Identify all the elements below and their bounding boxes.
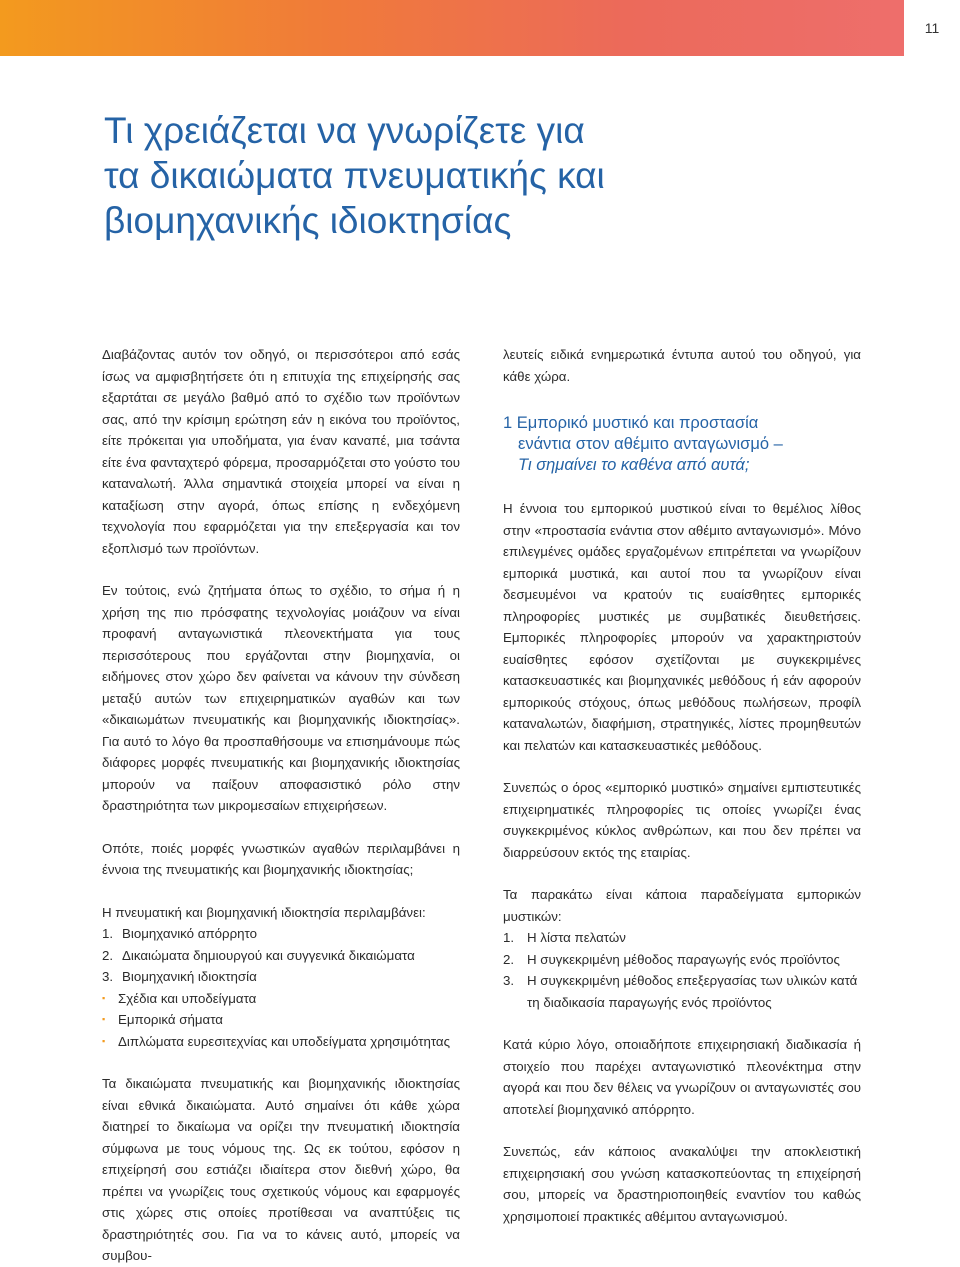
page-number: 11 — [904, 0, 960, 56]
list-text: Η λίστα πελατών — [527, 930, 626, 945]
bullet-square-icon: ▪ — [102, 992, 106, 1003]
list-number: 1. — [503, 930, 515, 945]
paragraph-unfair-competition: Συνεπώς, εάν κάποιος ανακαλύψει την αποκλειστική επιχειρησιακή σου γνώση κατασκοπεύοντας τη επιχείρησή σου, μπορείς να δραστηριοποιηθείς εναντίον του καθώς χρησιμοποιεί πρακτικές αθέμιτου ανταγωνισμού. — [503, 1144, 861, 1224]
list-number: 1. — [102, 926, 114, 941]
title-line-3: βιομηχανικής ιδιοκτησίας — [104, 200, 512, 241]
list-text: Βιομηχανική ιδιοκτησία — [122, 969, 257, 984]
heading-line-2: ενάντια στον αθέμιτο ανταγωνισμό – — [518, 435, 783, 453]
heading-line-1: 1 Εμπορικό μυστικό και προστασία — [503, 414, 759, 432]
list-item — [503, 970, 861, 1013]
list-item — [503, 949, 861, 971]
paragraph-trade-secret-concept: Η έννοια του εμπορικού μυστικού είναι το θεμέλιος λίθος στην «προστασία ενάντια στον αθέμιτο ανταγωνισμό». Μόνο επιλεγμένες ομάδες εργαζομένων επιτρέπεται να γνωρίζουν εμπορικά μυστικά, και αυτοί που τα γνωρίζουν είναι δεσμευμένοι να κρατούν τις ευαίσθητες εμπορικές πληροφορίες μυστικές με συμβατικές διευθετήσεις. Εμπορικές πληροφορίες μπορούν να χαρακτηριστούν ευαίσθητες εφόσον σχετίζονται με συγκεκριμένες κατασκευαστικές και βιομηχανικές μεθόδους ή εάν αφορούν εμπορικούς στόχους, όπως μεθόδους πωλήσεων, προφίλ καταναλωτών, διαφήμιση, στρατηγικές, λίστες προμηθευτών και πελατών και κατασκευαστικές μεθόδους. — [503, 501, 861, 753]
title-line-1: Τι χρειάζεται να γνωρίζετε για — [104, 110, 585, 151]
list-text: Η συγκεκριμένη μέθοδος παραγωγής ενός προϊόντος — [527, 951, 840, 967]
bullet-text: Εμπορικά σήματα — [118, 1012, 223, 1027]
paragraph-intro: Διαβάζοντας αυτόν τον οδηγό, οι περισσότεροι από εσάς ίσως να αμφισβητήσετε ότι η επιτυχία της επιχείρησής σας εξαρτάται σε μεγάλο βαθμό από το σχέδιο των προϊόντων σας, από την κρίσιμη ερώτηση εάν η εικόνα του προϊόντος, είτε πρόκειται για υποδήματα, για έναν καναπέ, μια τσάντα είτε ένα φανταχτερό φόρεμα, προσαρμόζεται στο γούστο του καταναλωτή. Άλλα σημαντικά στοιχεία μπορεί να είναι η καταξίωση στην αγορά, όπως επίσης η ενδεχόμενη τεχνολογία που εφαρμόζεται για την επεξεργασία και τον εξοπλισμό των προϊόντων. — [102, 347, 460, 556]
list-item — [102, 923, 460, 945]
list-text: Δικαιώματα δημιουργού και συγγενικά δικαιώματα — [122, 947, 415, 963]
right-column — [503, 344, 861, 1227]
bullet-item — [102, 988, 460, 1010]
paragraph-industrial-secret: Κατά κύριο λόγο, οποιαδήποτε επιχειρησιακή διαδικασία ή στοιχείο που παρέχει ανταγωνιστικό πλεονέκτημα στην αγορά και που δεν θέλεις να γνωρίζουν οι ανταγωνιστές σου αποτελεί βιομηχανικό απόρρητο. — [503, 1037, 861, 1117]
paragraph-continuation: λευτείς ειδικά ενημερωτικά έντυπα αυτού του οδηγού, για κάθε χώρα. — [503, 347, 861, 384]
list-item — [503, 927, 861, 949]
bullet-item — [102, 1031, 460, 1053]
bullet-item — [102, 1009, 460, 1031]
header-banner — [0, 0, 960, 56]
page-title — [104, 108, 804, 243]
ip-types-list — [102, 923, 460, 988]
list-intro: Η πνευματική και βιομηχανική ιδιοκτησία περιλαμβάνει: — [102, 904, 426, 920]
bullet-text: Σχέδια και υποδείγματα — [118, 990, 257, 1006]
list-text: Βιομηχανικό απόρρητο — [122, 926, 258, 941]
bullet-square-icon: ▪ — [102, 1035, 106, 1046]
list-number: 2. — [503, 951, 515, 967]
trade-secret-examples-list — [503, 927, 861, 1013]
list-item — [102, 945, 460, 967]
list-text: Η συγκεκριμένη μέθοδος επεξεργασίας των υλικών κατά τη διαδικασία παραγωγής ενός προϊόντος — [527, 973, 858, 1010]
paragraph-question: Οπότε, ποιές μορφές γνωστικών αγαθών περιλαμβάνει η έννοια της πνευματικής και βιομηχανικής ιδιοκτησίας; — [102, 840, 460, 877]
left-column — [102, 344, 460, 1267]
list-number: 3. — [503, 973, 515, 988]
bullet-square-icon: ▪ — [102, 1014, 106, 1024]
list-item — [102, 966, 460, 988]
paragraph-national-rights: Τα δικαιώματα πνευματικής και βιομηχανικής ιδιοκτησίας είναι εθνικά δικαιώματα. Αυτό σημαίνει ότι κάθε χώρα διατηρεί το δικαίωμα να ορίζει την πνευματική ιδιοκτησία σύμφωνα με τους νόμους της. Ως εκ τούτου, εφόσον η επιχείρησή σου εστιάζει ιδιαίτερα στον διεθνή χώρο, θα πρέπει να γνωρίζεις τους σχετικούς νόμους και εφαρμογές στις χώρες στις οποίες προτίθεσαι να αναπτύξεις τις δραστηριότητές σου. Για να το κάνεις αυτό, μπορείς να συμβου- — [102, 1076, 460, 1263]
list-number: 3. — [102, 969, 114, 984]
paragraph-trade-secret-definition: Συνεπώς ο όρος «εμπορικό μυστικό» σημαίνει εμπιστευτικές επιχειρηματικές πληροφορίες τις οποίες γνωρίζει ένας συγκεκριμένος κύκλος ανθρώπων, και που δεν πρέπει να διαρρεύσουν εκτός της εταιρίας. — [503, 780, 861, 860]
title-line-2: τα δικαιώματα πνευματικής και — [104, 155, 605, 196]
list-intro: Τα παρακάτω είναι κάποια παραδείγματα εμπορικών μυστικών: — [503, 887, 861, 924]
section-heading — [503, 413, 861, 476]
paragraph-competitive-advantage: Εν τούτοις, ενώ ζητήματα όπως το σχέδιο, το σήμα ή η χρήση της πιο πρόσφατης τεχνολογίας μοιάζουν να είναι προφανή ανταγωνιστικά πλεονεκτήματα για τους περισσότερους που εργάζονται στην βιομηχανία, οι ειδήμονες στον χώρο δεν φαίνεται να κάνουν την σύνδεση μεταξύ αυτών των επιχειρηματικών αγαθών και των «δικαιωμάτων πνευματικής και βιομηχανικής ιδιοκτησίας». Για αυτό το λόγο θα προσπαθήσουμε να επισημάνουμε πώς διάφορες μορφές πνευματικής και βιομηχανικής ιδιοκτησίας μπορούν να παίξουν αποφασιστικό ρόλο στην δραστηριότητα των μικρομεσαίων επιχειρήσεων. — [102, 583, 460, 813]
industrial-property-list — [102, 988, 460, 1053]
bullet-text: Διπλώματα ευρεσιτεχνίας και υποδείγματα χρησιμότητας — [118, 1033, 451, 1049]
heading-subtitle: Τι σημαίνει το καθένα από αυτά; — [518, 456, 750, 474]
list-number: 2. — [102, 947, 114, 963]
